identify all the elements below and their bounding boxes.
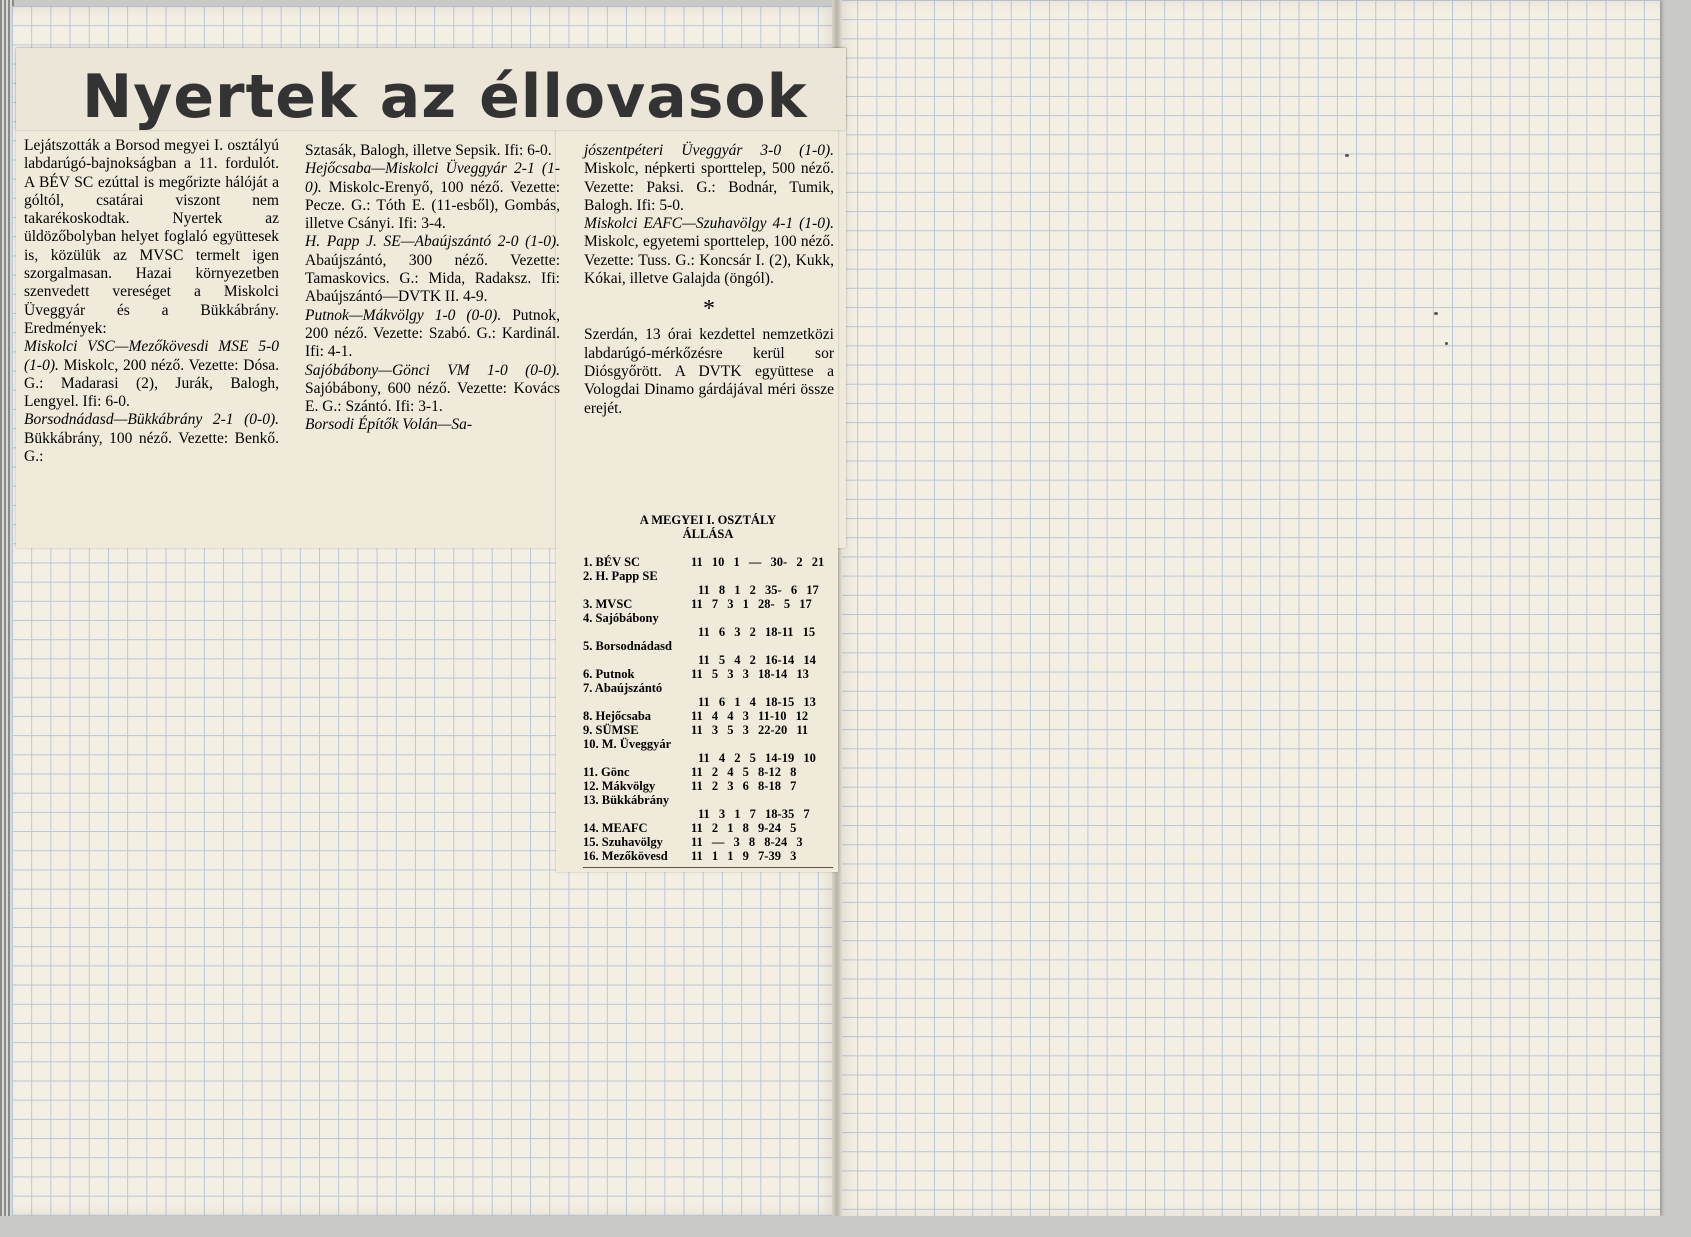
team-name: 11. Gönc [583, 765, 630, 779]
match-details: Sajóbábony, 600 néző. Vezette: Kovács E. G.: Szántó. Ifi: 3-1. [305, 379, 560, 416]
standings-row [583, 793, 833, 807]
match-details: Putnok, 200 néző. Vezette: Szabó. G.: Kardinál. Ifi: 4-1. [305, 306, 560, 361]
team-stats: 11 3 1 7 18-35 7 [698, 807, 810, 821]
standings-row [583, 597, 833, 611]
match-details: Miskolc, egyetemi sporttelep, 100 néző. Vezette: Tuss. G.: Koncsár I. (2), Kukk, Kókai, illetve Galajda (öngól). [584, 233, 834, 288]
team-name: 6. Putnok [583, 667, 635, 681]
team-stats: 11 2 4 5 8-12 8 [691, 765, 797, 779]
team-name: 8. Hejőcsaba [583, 709, 652, 723]
team-name: 3. MVSC [583, 597, 633, 611]
match-report [24, 411, 279, 466]
article-column-3-results [584, 142, 834, 288]
team-stats-row [583, 653, 833, 667]
team-name: 14. MEAFC [583, 821, 648, 835]
standings-row [583, 779, 833, 793]
match-details: Bükkábrány, 100 néző. Vezette: Benkő. G.: [24, 429, 279, 466]
standings-row [583, 709, 833, 723]
article-column-1 [24, 137, 279, 466]
standings-title [583, 513, 833, 541]
match-report [24, 137, 279, 338]
team-stats: 11 6 1 4 18-15 13 [698, 695, 816, 709]
match-details: Sztasák, Balogh, illetve Sepsik. Ifi: 6-0. [305, 142, 552, 159]
match-report [305, 233, 560, 306]
match-result: Miskolci EAFC—Szuhavölgy 4-1 (1-0). [584, 215, 834, 233]
ink-speck [1345, 154, 1349, 157]
team-stats: 11 7 3 1 28- 5 17 [691, 597, 812, 611]
team-stats: 11 5 3 3 18-14 13 [691, 667, 809, 681]
ink-speck [1445, 342, 1448, 345]
match-details: Abaújszántó, 300 néző. Vezette: Tamaskovics. G.: Mida, Radaksz. Ifi: Abaújszántó—DVTK II. 4-9. [305, 251, 560, 306]
team-stats: 11 — 3 8 8-24 3 [691, 835, 803, 849]
team-name: 5. Borsodnádasd [583, 639, 672, 653]
match-report [305, 142, 560, 160]
team-name: 16. Mezőkövesd [583, 849, 668, 863]
standings-table [583, 513, 833, 868]
standings-row [583, 569, 833, 583]
match-result: Borsodnádasd—Bükkábrány 2-1 (0-0). [24, 411, 279, 429]
match-report [305, 307, 560, 362]
standings-row [583, 737, 833, 751]
table-bottom-rule [583, 867, 833, 868]
team-name: 12. Mákvölgy [583, 779, 656, 793]
article-column-2 [305, 142, 560, 435]
team-name: 2. H. Papp SE [583, 569, 658, 583]
match-details: Miskolc, 200 néző. Vezette: Dósa. G.: Madarasi (2), Jurák, Balogh, Lengyel. Ifi: 6-0. [24, 356, 279, 411]
match-report [584, 142, 834, 215]
background [0, 1216, 1691, 1237]
standings-row [583, 765, 833, 779]
team-stats: 11 2 1 8 9-24 5 [691, 821, 797, 835]
match-result: jószentpéteri Üveggyár 3-0 (1-0). [584, 142, 834, 159]
standings-title-line-1: A MEGYEI I. OSZTÁLY [639, 513, 777, 527]
team-stats: 11 8 1 2 35- 6 17 [698, 583, 819, 597]
standings-row [583, 639, 833, 653]
team-stats-row [583, 625, 833, 639]
team-stats: 11 4 4 3 11-10 12 [691, 709, 809, 723]
match-result: Miskolci VSC—Mezőkövesdi MSE 5-0 (1-0). [24, 338, 279, 374]
match-report [584, 215, 834, 288]
article-headline: Nyertek az éllovasok [82, 62, 808, 132]
standings-row [583, 821, 833, 835]
team-stats-row [583, 583, 833, 597]
team-name: 7. Abaújszántó [583, 681, 663, 695]
match-result: H. Papp J. SE—Abaújszántó 2-0 (1-0). [305, 233, 560, 251]
standings-title-line-2: ÁLLÁSA [682, 527, 734, 541]
standings-row [583, 555, 833, 569]
standings-row [583, 681, 833, 695]
team-stats: 11 4 2 5 14-19 10 [698, 751, 816, 765]
team-stats: 11 6 3 2 18-11 15 [698, 625, 816, 639]
match-result: Putnok—Mákvölgy 1-0 (0-0). [305, 306, 502, 324]
match-result: Sajóbábony—Gönci VM 1-0 (0-0). [305, 361, 560, 379]
team-name: 9. SÜMSE [583, 723, 639, 737]
team-stats: 11 1 1 9 7-39 3 [691, 849, 797, 863]
team-name: 10. M. Üveggyár [583, 737, 672, 751]
match-details: Miskolc, népkerti sporttelep, 500 néző. Vezette: Paksi. G.: Bodnár, Tumik, Balogh. Ifi: 5-0. [584, 160, 834, 214]
team-stats: 11 2 3 6 8-18 7 [691, 779, 797, 793]
team-stats-row [583, 751, 833, 765]
match-report [305, 416, 560, 434]
team-stats: 11 3 5 3 22-20 11 [691, 723, 809, 737]
match-report [24, 338, 279, 411]
standings-row [583, 849, 833, 863]
team-name: 4. Sajóbábony [583, 611, 659, 625]
team-name: 13. Bükkábrány [583, 793, 670, 807]
match-report [305, 362, 560, 417]
team-stats: 11 5 4 2 16-14 14 [698, 653, 816, 667]
news-paragraph: Szerdán, 13 órai kezdettel nemzetközi labdarúgó-mérkőzésre kerül sor Diósgyőrött. A DVTK együttese a Vologdai Dinamo gárdájával méri össze erejét. [584, 326, 834, 417]
standings-row [583, 835, 833, 849]
team-stats-row [583, 807, 833, 821]
article-column-3 [584, 142, 834, 418]
standings-row [583, 667, 833, 681]
match-details: Miskolc-Erenyő, 100 néző. Vezette: Pecze. G.: Tóth E. (11-esből), Gombás, illetve Csányi. Ifi: 3-4. [305, 178, 560, 233]
right-notebook-page [838, 0, 1660, 1216]
standings-row [583, 611, 833, 625]
standings-row [583, 723, 833, 737]
match-details: Lejátszották a Borsod megyei I. osztályú labdarúgó-bajnokságban a 11. fordulót. A BÉV SC ezúttal is megőrizte hálóját a góltól, csatárai viszont nem takarékoskodtak. Nyertek az üldözőbolyban helyet foglaló együttesek is, közülük az MVSC termelt igen szorgalmasan. Hazai környezetben szenvedett vereséget a Miskolci Üveggyár és a Bükkábrány. Eredmények: [24, 137, 279, 337]
team-name: 15. Szuhavölgy [583, 835, 663, 849]
match-report [305, 160, 560, 233]
separator-asterisk: * [703, 296, 715, 323]
team-stats: 11 10 1 — 30- 2 21 [691, 555, 825, 569]
match-result: Borsodi Építők Volán—Sa- [305, 416, 473, 434]
team-name: 1. BÉV SC [583, 555, 641, 569]
match-result: Hejőcsaba—Miskolci Üveggyár 2-1 (1-0). [305, 160, 560, 196]
standings-rows [583, 555, 833, 863]
team-stats-row [583, 695, 833, 709]
ink-speck [1434, 312, 1438, 315]
